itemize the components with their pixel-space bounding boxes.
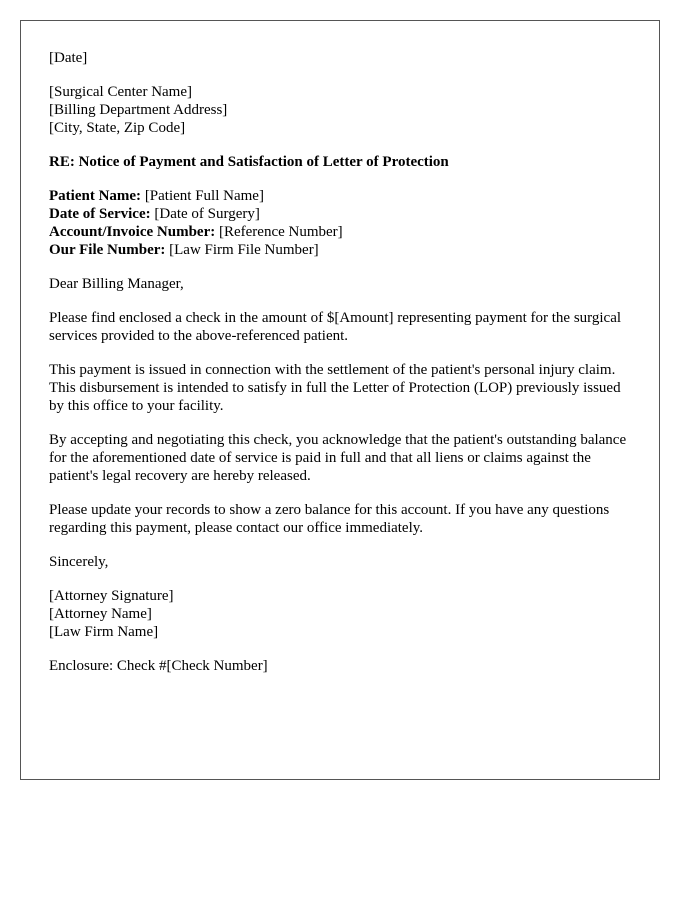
detail-value: [Date of Surgery] bbox=[150, 206, 260, 222]
attorney-signature: [Attorney Signature] bbox=[49, 588, 174, 604]
letter-date: [Date] bbox=[49, 50, 88, 66]
detail-account-number bbox=[49, 223, 631, 241]
detail-label: Patient Name: bbox=[49, 188, 142, 204]
salutation bbox=[49, 275, 631, 293]
law-firm-name: [Law Firm Name] bbox=[49, 624, 159, 640]
detail-value: [Law Firm File Number] bbox=[165, 242, 319, 258]
detail-label: Account/Invoice Number: bbox=[49, 224, 216, 240]
reference-details bbox=[49, 187, 631, 259]
recipient-address-line: [Billing Department Address] bbox=[49, 102, 228, 118]
detail-label: Date of Service: bbox=[49, 206, 151, 222]
enclosure-text: Enclosure: Check #[Check Number] bbox=[49, 658, 268, 674]
salutation-text: Dear Billing Manager, bbox=[49, 276, 184, 292]
closing-text: Sincerely, bbox=[49, 554, 109, 570]
detail-date-of-service bbox=[49, 205, 631, 223]
letter-page bbox=[20, 20, 660, 780]
subject-text: RE: Notice of Payment and Satisfaction of Letter of Protection bbox=[49, 154, 449, 170]
recipient-city-state-zip: [City, State, Zip Code] bbox=[49, 120, 186, 136]
recipient-name: [Surgical Center Name] bbox=[49, 84, 193, 100]
detail-file-number bbox=[49, 241, 631, 259]
recipient-address bbox=[49, 83, 631, 137]
body-paragraph-acknowledgement: By accepting and negotiating this check, you acknowledge that the patient's outstanding balance for the aforementioned date of service is paid in full and that all liens or claims against the patient's legal recovery are hereby released. bbox=[49, 432, 627, 484]
detail-patient-name bbox=[49, 187, 631, 205]
enclosure-line bbox=[49, 657, 631, 675]
subject-line bbox=[49, 153, 631, 171]
detail-label: Our File Number: bbox=[49, 242, 166, 258]
body-paragraph-records: Please update your records to show a zero balance for this account. If you have any questions regarding this payment, please contact our office immediately. bbox=[49, 502, 610, 536]
date-line bbox=[49, 49, 631, 67]
body-paragraph-payment: Please find enclosed a check in the amount of $[Amount] representing payment for the surgical services provided to the above-referenced patient. bbox=[49, 310, 622, 344]
body-paragraph-settlement: This payment is issued in connection with the settlement of the patient's personal injury claim. This disbursement is intended to satisfy in full the Letter of Protection (LOP) previously issued by this office to your facility. bbox=[49, 362, 621, 414]
signature-block bbox=[49, 587, 631, 641]
attorney-name: [Attorney Name] bbox=[49, 606, 152, 622]
detail-value: [Reference Number] bbox=[215, 224, 343, 240]
detail-value: [Patient Full Name] bbox=[141, 188, 264, 204]
closing bbox=[49, 553, 631, 571]
